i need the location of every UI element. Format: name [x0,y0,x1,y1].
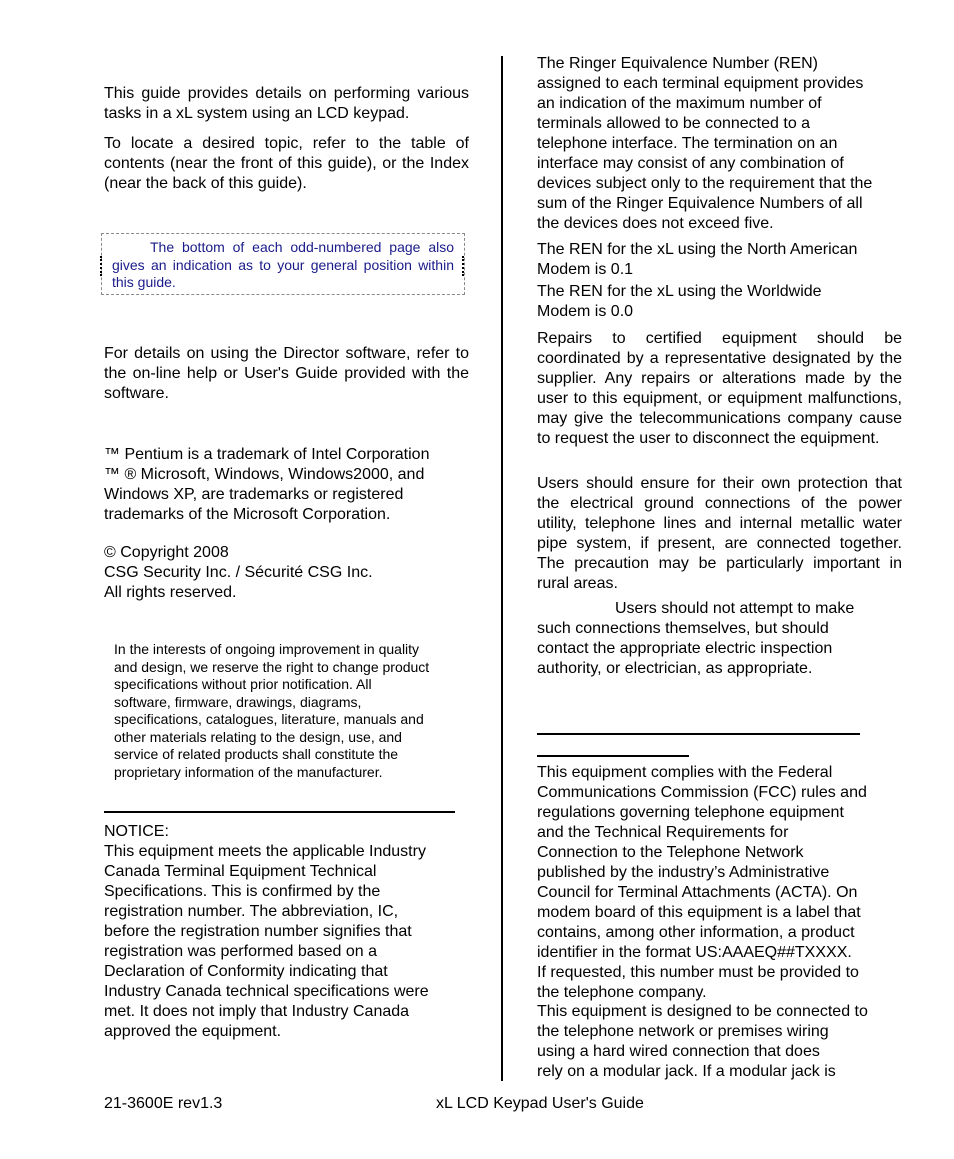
disclaimer-line: specifications, catalogues, literature, manuals and [114,711,424,727]
notice-title: NOTICE: [104,823,169,840]
fcc-line: identifier in the format US:AAAEQ##TXXXX. [537,944,852,961]
connection-design-block [537,1002,907,1082]
ren-ww-line: The REN for the xL using the Worldwide [537,283,822,300]
trademark-line: ™ ® Microsoft, Windows, Windows2000, and [104,466,425,483]
disclaimer-line: specifications without prior notification. All [114,676,372,692]
disclaimer-line: In the interests of ongoing improvement in quality [114,641,420,657]
ren-block [537,54,907,234]
design-line: the telephone network or premises wiring [537,1023,829,1040]
notice-block [104,822,484,1042]
design-line: using a hard wired connection that does [537,1043,820,1060]
fcc-rule-short [537,755,689,757]
notice-line: registration number. The abbreviation, IC, [104,903,399,920]
director-paragraph: For details on using the Director software, refer to the on-line help or User's Guide provided with the software. [104,345,469,402]
disclaimer-line: software, firmware, drawings, diagrams, [114,693,362,710]
ren-worldwide [537,282,907,322]
ren-na-line: Modem is 0.1 [537,261,634,278]
notice-line: before the registration number signifies that [104,923,412,940]
trademarks-block [104,445,484,525]
notice-line: Industry Canada technical specifications were [104,983,429,1000]
ground-connection-paragraph: Users should ensure for their own protection that the electrical ground connections of the power utility, telephone lines and internal metallic water pipe system, if present, are connected together. The precaution may be particularly important in rural areas. [537,475,902,592]
fcc-block [537,763,907,1003]
fcc-rule-long [537,733,860,735]
footer-doc-number: 21-3600E rev1.3 [104,1095,223,1112]
fcc-line: This equipment complies with the Federal [537,764,833,781]
notice-line: Specifications. This is confirmed by the [104,883,381,900]
notice-line: met. It does not imply that Industry Canada [104,1003,410,1020]
disclaimer-line: other materials relating to the design, use, and [114,728,402,745]
left-column [104,84,469,194]
copyright-line: © Copyright 2008 [104,544,229,561]
warning-line: Users should not attempt to make [615,600,855,617]
fcc-line: modem board of this equipment is a label that [537,904,861,921]
note-box [101,233,465,295]
fcc-line: and the Technical Requirements for [537,824,789,841]
trademark-line: ™ Pentium is a trademark of Intel Corporation [104,446,430,463]
copyright-line: CSG Security Inc. / Sécurité CSG Inc. [104,564,373,581]
copyright-line: All rights reserved. [104,584,237,601]
ren-line: an indication of the maximum number of [537,95,822,112]
fcc-line: the telephone company. [537,984,707,1001]
locate-topic-paragraph: To locate a desired topic, refer to the table of contents (near the front of this guide), or the Index (near the back of this guide). [104,135,469,192]
warning-line: authority, or electrician, as appropriate. [537,660,813,677]
footer-title: xL LCD Keypad User's Guide [436,1095,644,1112]
design-line: This equipment is designed to be connected to [537,1003,868,1020]
ren-line: telephone interface. The termination on an [537,135,838,152]
intro-paragraph: This guide provides details on performing various tasks in a xL system using an LCD keypad. [104,85,469,122]
disclaimer-line: proprietary information of the manufacturer. [114,763,383,780]
repairs-paragraph: Repairs to certified equipment should be coordinated by a representative designated by the supplier. Any repairs or alterations made by the user to this equipment, or equipment malfunctions, may give the telecommunications company cause to request the user to disconnect the equipment. [537,330,902,447]
ren-line: sum of the Ringer Equivalence Numbers of all [537,195,863,212]
warning-line: such connections themselves, but should [537,620,829,637]
warning-line: contact the appropriate electric inspection [537,640,833,657]
fcc-line: Communications Commission (FCC) rules and [537,784,867,801]
column-divider [501,56,503,1081]
ren-line: devices subject only to the requirement that the [537,175,873,192]
disclaimer-block [114,641,474,781]
ren-north-american [537,240,907,280]
ren-line: terminals allowed to be connected to a [537,115,811,132]
trademark-line: trademarks of the Microsoft Corporation. [104,506,391,523]
fcc-line: Council for Terminal Attachments (ACTA). On [537,884,858,901]
ren-line: assigned to each terminal equipment provides [537,75,864,92]
notice-line: Canada Terminal Equipment Technical [104,863,377,880]
disclaimer-line: and design, we reserve the right to change product [114,658,430,675]
notice-line: Declaration of Conformity indicating that [104,963,388,980]
notice-line: registration was performed based on a [104,943,378,960]
fcc-line: published by the industry’s Administrative [537,864,830,881]
notice-line: This equipment meets the applicable Industry [104,843,426,860]
fcc-line: regulations governing telephone equipment [537,804,844,821]
notice-line: approved the equipment. [104,1023,282,1040]
ren-line: interface may consist of any combination of [537,155,844,172]
disclaimer-line: service of related products shall constitute the [114,746,399,762]
design-line: rely on a modular jack. If a modular jack is [537,1063,836,1080]
copyright-block [104,543,484,603]
fcc-line: If requested, this number must be provided to [537,964,859,981]
ren-line: The Ringer Equivalence Number (REN) [537,55,818,72]
fcc-line: contains, among other information, a product [537,924,855,941]
ren-line: the devices does not exceed five. [537,215,774,232]
trademark-line: Windows XP, are trademarks or registered [104,486,404,503]
note-text: The bottom of each odd-numbered page also gives an indication as to your general position within this guide. [112,239,454,290]
ren-ww-line: Modem is 0.0 [537,303,634,320]
connection-warning-block [537,599,907,679]
fcc-line: Connection to the Telephone Network [537,844,804,861]
ren-na-line: The REN for the xL using the North American [537,241,858,258]
notice-rule [104,811,455,813]
